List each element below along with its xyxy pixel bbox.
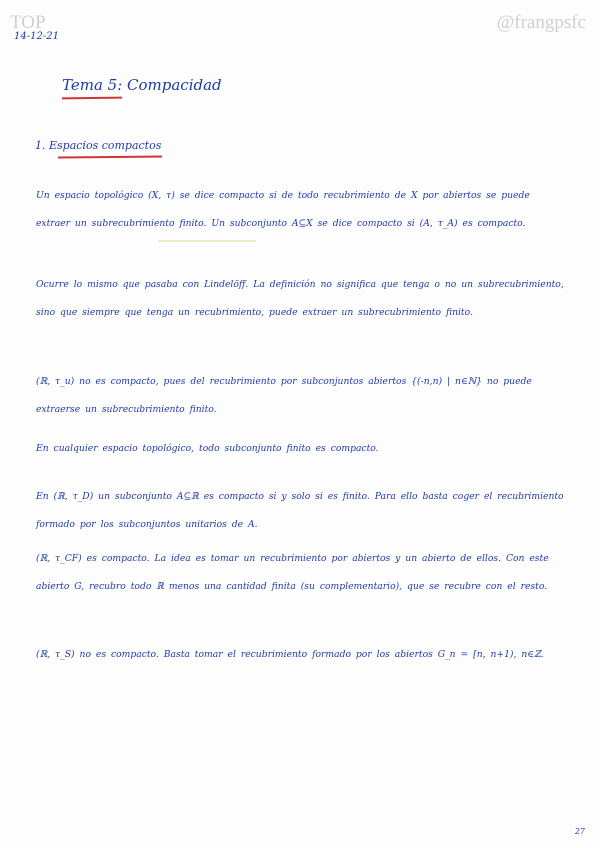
title-underline <box>62 97 122 100</box>
date: 14-12-21 <box>14 31 59 42</box>
watermark-handle: @frangpsfc <box>496 12 586 33</box>
paragraph-example-discrete: En (ℝ, τ_D) un subconjunto A⊆ℝ es compacto si y solo si es finito. Para ello basta coger el recubrimiento formado por los subconjuntos unitarios de A. <box>36 491 564 530</box>
paragraph-definition: Un espacio topológico (X, τ) se dice compacto si de todo recubrimiento de X por abiertos se puede extraer un subrecubrimiento finito. Un subconjunto A⊆X se dice compacto si (A, τ_A) es compacto. <box>36 190 530 229</box>
watermark-top: TOP <box>10 12 46 33</box>
section-heading: 1. Espacios compactos <box>35 139 162 152</box>
paragraph-remark: Ocurre lo mismo que pasaba con Lindelöff. La definición no significa que tenga o no un subrecubrimiento, sino que siempre que tenga un recubrimiento, puede extraer un subrecubrimiento finito. <box>36 279 564 318</box>
page-title: Tema 5: Compacidad <box>62 76 222 94</box>
paragraph-finite-subsets: En cualquier espacio topológico, todo subconjunto finito es compacto. <box>36 443 379 454</box>
paragraph-example-sorgenfrey: (ℝ, τ_S) no es compacto. Basta tomar el recubrimiento formado por los abiertos G_n = [n, n+1), n∈ℤ. <box>36 649 544 660</box>
highlight-mark <box>158 240 256 242</box>
paragraph-example-usual: (ℝ, τ_u) no es compacto, pues del recubrimiento por subconjuntos abiertos {(-n,n) | n∈ℕ} no puede extraerse un subrecubrimiento finito. <box>36 376 532 415</box>
page-number: 27 <box>574 827 585 836</box>
paragraph-example-cofinite: (ℝ, τ_CF) es compacto. La idea es tomar un recubrimiento por abiertos y un abierto de ellos. Con este abierto G, recubro todo ℝ menos una cantidad finita (su complementario), que se recubre con el resto. <box>36 553 549 592</box>
section-underline <box>58 156 162 158</box>
